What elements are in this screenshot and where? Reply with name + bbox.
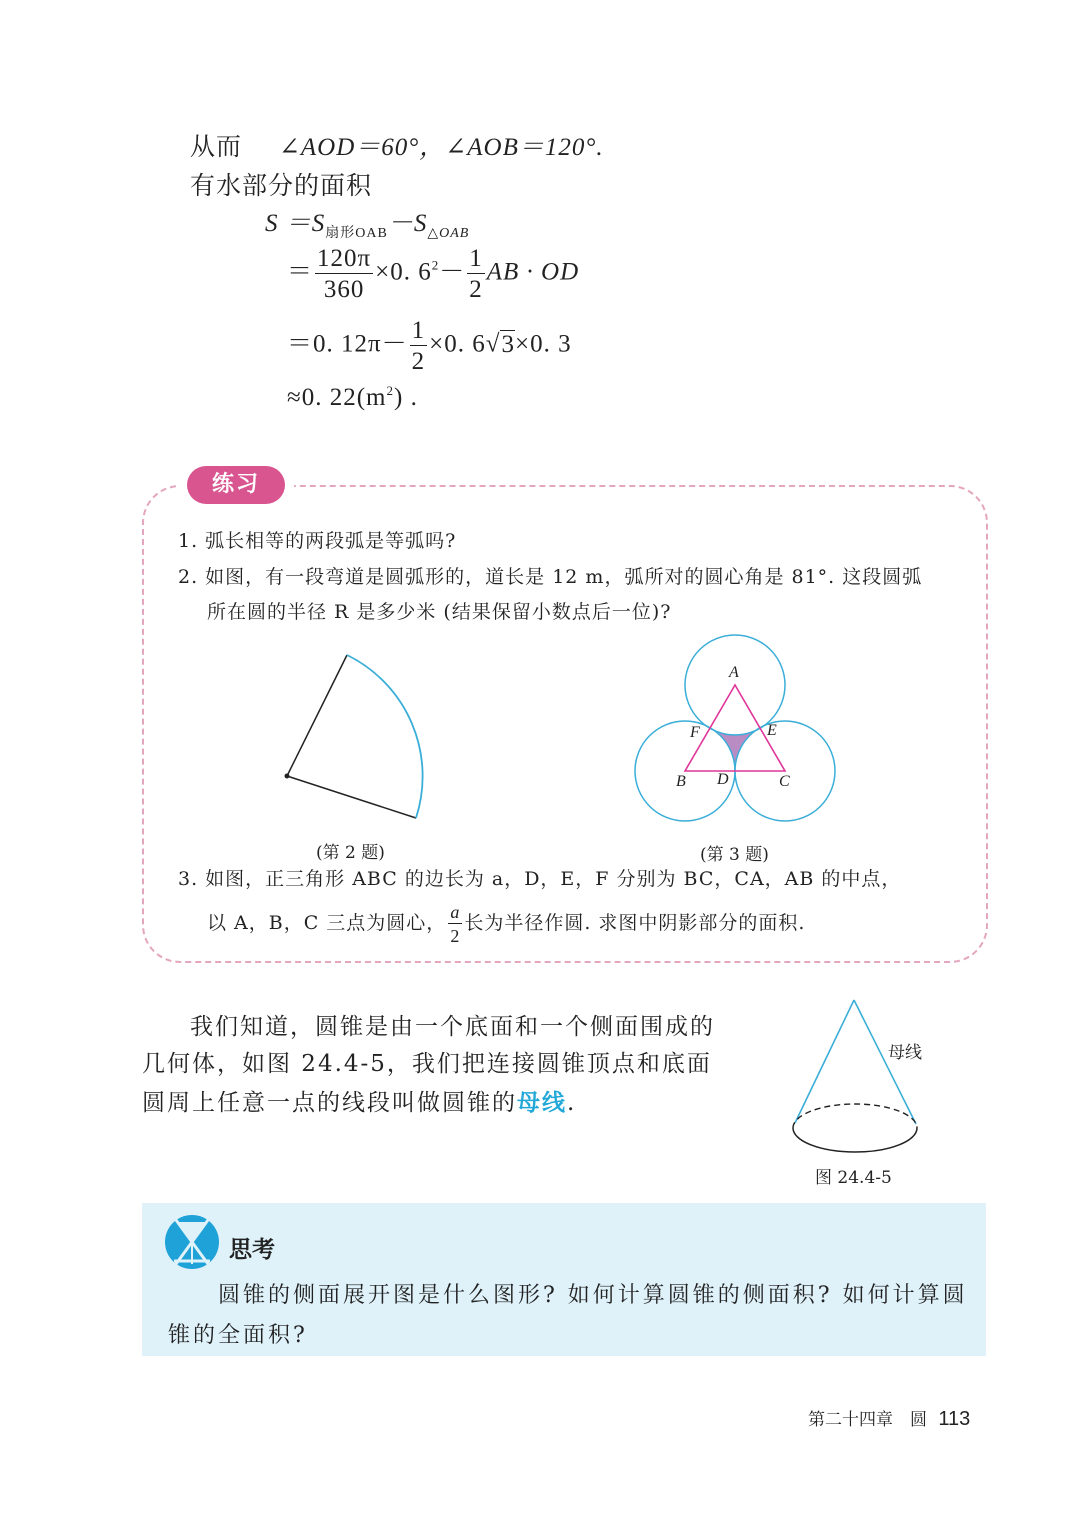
hourglass-icon (164, 1214, 220, 1270)
think-question-line-1: 圆锥的侧面展开图是什么图形? 如何计算圆锥的侧面积? 如何计算圆 (218, 1283, 968, 1308)
question-3-line-2 (207, 903, 805, 945)
think-title: 思考 (229, 1237, 275, 1263)
frac-num: a (450, 902, 461, 922)
sqrt-radicand: 3 (501, 330, 515, 358)
radius-line-top (287, 655, 347, 776)
question-3-line-1: 3. 如图，正三角形 ABC 的边长为 a，D，E，F 分别为 BC，CA，AB 的中点， (178, 868, 902, 890)
eq1-minus: －S (387, 210, 428, 237)
practice-box (142, 485, 988, 963)
eq2-sup: 2 (431, 257, 440, 273)
cone-paragraph-line-3 (142, 1084, 576, 1117)
question-2-line-1: 2. 如图，有一段弯道是圆弧形的，道长是 12 m，弧所对的圆心角是 81°. 这段圆弧 (178, 566, 923, 588)
cone-generatrix-label: 母线 (888, 1043, 922, 1063)
label-b: B (676, 773, 686, 790)
frac-den: 360 (323, 276, 365, 303)
frac-num: 1 (469, 245, 483, 272)
eq2-minus: － (439, 258, 466, 286)
fraction-a-over-2 (448, 903, 462, 945)
eq-sign: ＝ (287, 258, 314, 286)
eq1-sub-triangle: △OAB (427, 226, 470, 241)
label-e: E (767, 722, 777, 739)
figure-2-caption: (第 2 题) (316, 843, 385, 863)
page-number: 113 (938, 1408, 971, 1430)
equation-line-1 (265, 203, 469, 242)
practice-tag: 练习 (187, 466, 285, 504)
equation-line-3 (287, 318, 572, 374)
sqrt-symbol: √ (485, 330, 501, 358)
radius-line-bottom (287, 776, 416, 818)
line3-suffix: . (567, 1090, 577, 1116)
eq4-tail: ) . (394, 384, 418, 411)
solution-line-area-label: 有水部分的面积 (190, 171, 373, 200)
eq1-lhs: S ＝S (265, 210, 326, 237)
text-prefix: 从而 (190, 132, 243, 161)
eq4-head: ≈0. 22(m (287, 384, 387, 411)
chapter-footer (808, 1405, 970, 1431)
cone-base-back-dashed (793, 1104, 917, 1128)
equation-line-4 (287, 383, 418, 412)
equation-line-2 (287, 246, 579, 302)
cone-figure-caption: 图 24.4-5 (815, 1168, 892, 1188)
figure-3-triangle-circles (625, 628, 845, 828)
chapter-title: 第二十四章 圆 (808, 1410, 927, 1430)
frac-num: 1 (411, 317, 426, 344)
fraction-half (410, 318, 428, 374)
fraction-120pi-360 (315, 246, 373, 302)
cone-paragraph-line-1: 我们知道，圆锥是由一个底面和一个侧面围成的 (190, 1014, 715, 1040)
label-d: D (717, 771, 729, 788)
angle-equation: ∠AOD＝60°，∠AOB＝120°. (278, 134, 604, 161)
eq3-head: ＝0. 12π－ (287, 330, 408, 358)
line3-prefix: 圆周上任意一点的线段叫做圆锥的 (142, 1090, 517, 1116)
question-2-line-2: 所在圆的半径 R 是多少米 (结果保留小数点后一位)? (207, 601, 672, 623)
frac-num: 120π (317, 245, 372, 272)
eq3-mid: ×0. 6 (429, 330, 486, 358)
cone-base-front (793, 1128, 917, 1152)
figure-2-sector (270, 640, 440, 840)
label-c: C (779, 773, 790, 790)
question-1: 1. 弧长相等的两段弧是等弧吗? (178, 530, 457, 552)
fraction-half (467, 246, 485, 302)
eq1-sub-sector: 扇形OAB (325, 226, 388, 241)
frac-den: 2 (469, 276, 483, 303)
label-a: A (729, 664, 739, 681)
think-question-line-2: 锥的全面积? (168, 1323, 308, 1348)
term-generatrix: 母线 (517, 1089, 567, 1116)
q3-suffix: 长为半径作圆. 求图中阴影部分的面积. (464, 912, 806, 934)
eq4-sup: 2 (386, 383, 394, 398)
label-f: F (690, 724, 700, 741)
figure-cone (780, 990, 940, 1160)
center-point (285, 774, 290, 779)
frac-den: 2 (411, 348, 426, 375)
solution-line-angles (190, 127, 604, 163)
eq2-mid: ×0. 6 (375, 258, 432, 286)
frac-den: 2 (450, 926, 461, 946)
arc-curve (347, 655, 423, 818)
q3-prefix: 以 A，B，C 三点为圆心， (207, 912, 447, 934)
cone-paragraph-line-2: 几何体，如图 24.4-5，我们把连接圆锥顶点和底面 (142, 1051, 712, 1077)
eq2-tail: AB · OD (486, 258, 580, 286)
eq3-tail: ×0. 3 (514, 330, 572, 358)
figure-3-caption: (第 3 题) (700, 845, 769, 865)
